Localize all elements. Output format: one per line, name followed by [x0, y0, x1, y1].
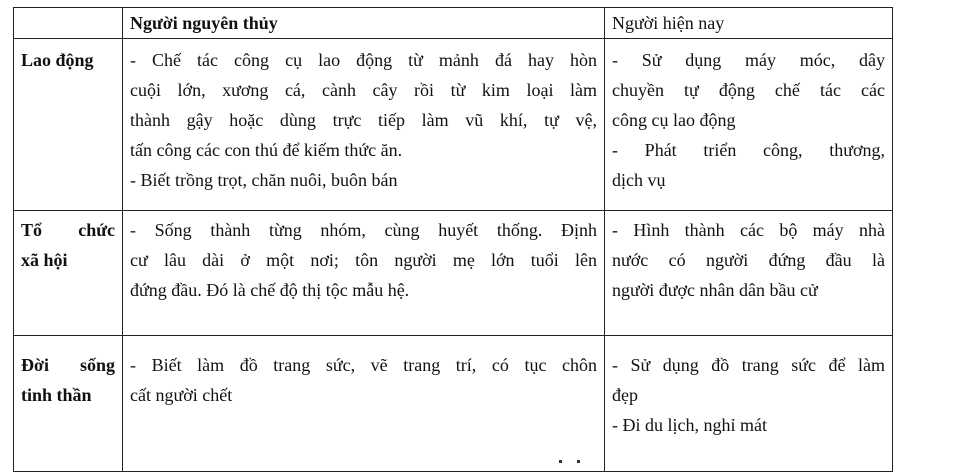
table-row-social — [14, 211, 893, 336]
cell-line: - Sử dụng máy móc, dây — [612, 50, 885, 70]
cell-line: dịch vụ — [612, 170, 666, 190]
cell-line: đứng đầu. Đó là chế độ thị tộc mẫu hệ. — [130, 280, 410, 300]
row-label-line: tinh thần — [21, 385, 92, 405]
row-label-line: Lao động — [21, 50, 94, 70]
cell-line: - Chế tác công cụ lao động từ mảnh đá hay hòn — [130, 50, 597, 70]
cell-line: - Biết trồng trọt, chăn nuôi, buôn bán — [130, 170, 398, 190]
header-row — [14, 8, 893, 39]
header-corner-cell — [14, 8, 123, 39]
cell-line: công cụ lao động — [612, 110, 736, 130]
table-row-labor — [14, 39, 893, 211]
cell-line: chuyền tự động chế tác các — [612, 80, 885, 100]
row-label-spiritual — [14, 336, 123, 472]
row-label-line: Đời sống — [21, 355, 115, 375]
comparison-table — [13, 7, 893, 472]
cropped-text-fragment — [519, 459, 609, 466]
cell-primitive-spiritual — [123, 336, 605, 472]
cropped-glyph-mark — [559, 460, 562, 463]
cell-line: cuội lớn, xương cá, cành cây rồi từ kim loại làm — [130, 80, 597, 100]
cell-line: - Sống thành từng nhóm, cùng huyết thống. Định — [130, 220, 597, 240]
row-label-social — [14, 211, 123, 336]
cropped-glyph-mark — [577, 460, 580, 463]
cell-line: thành gậy hoặc dùng trực tiếp làm vũ khí, tự vệ, — [130, 110, 597, 130]
cell-line: tấn công các con thú để kiếm thức ăn. — [130, 140, 403, 160]
header-primitive: Người nguyên thủy — [123, 8, 605, 39]
cell-primitive-labor — [123, 39, 605, 211]
cell-line: nước có người đứng đầu là — [612, 250, 885, 270]
cell-modern-social — [605, 211, 893, 336]
cell-line: - Sử dụng đồ trang sức để làm — [612, 355, 885, 375]
cell-modern-spiritual — [605, 336, 893, 472]
cell-line: - Đi du lịch, nghỉ mát — [612, 415, 767, 435]
cell-primitive-social — [123, 211, 605, 336]
cell-line: - Hình thành các bộ máy nhà — [612, 220, 885, 240]
cell-line: - Phát triển công, thương, — [612, 140, 885, 160]
row-label-labor — [14, 39, 123, 211]
row-label-line: Tổ chức — [21, 220, 115, 240]
cell-line: cất người chết — [130, 385, 233, 405]
cell-line: cư lâu dài ở một nơi; tôn người mẹ lớn tuổi lên — [130, 250, 597, 270]
header-modern: Người hiện nay — [605, 8, 893, 39]
table-row-spiritual — [14, 336, 893, 472]
cell-line: người được nhân dân bầu cử — [612, 280, 818, 300]
cell-modern-labor — [605, 39, 893, 211]
row-label-line: xã hội — [21, 250, 68, 270]
cell-line: đẹp — [612, 385, 638, 405]
cell-line: - Biết làm đồ trang sức, vẽ trang trí, có tục chôn — [130, 355, 597, 375]
